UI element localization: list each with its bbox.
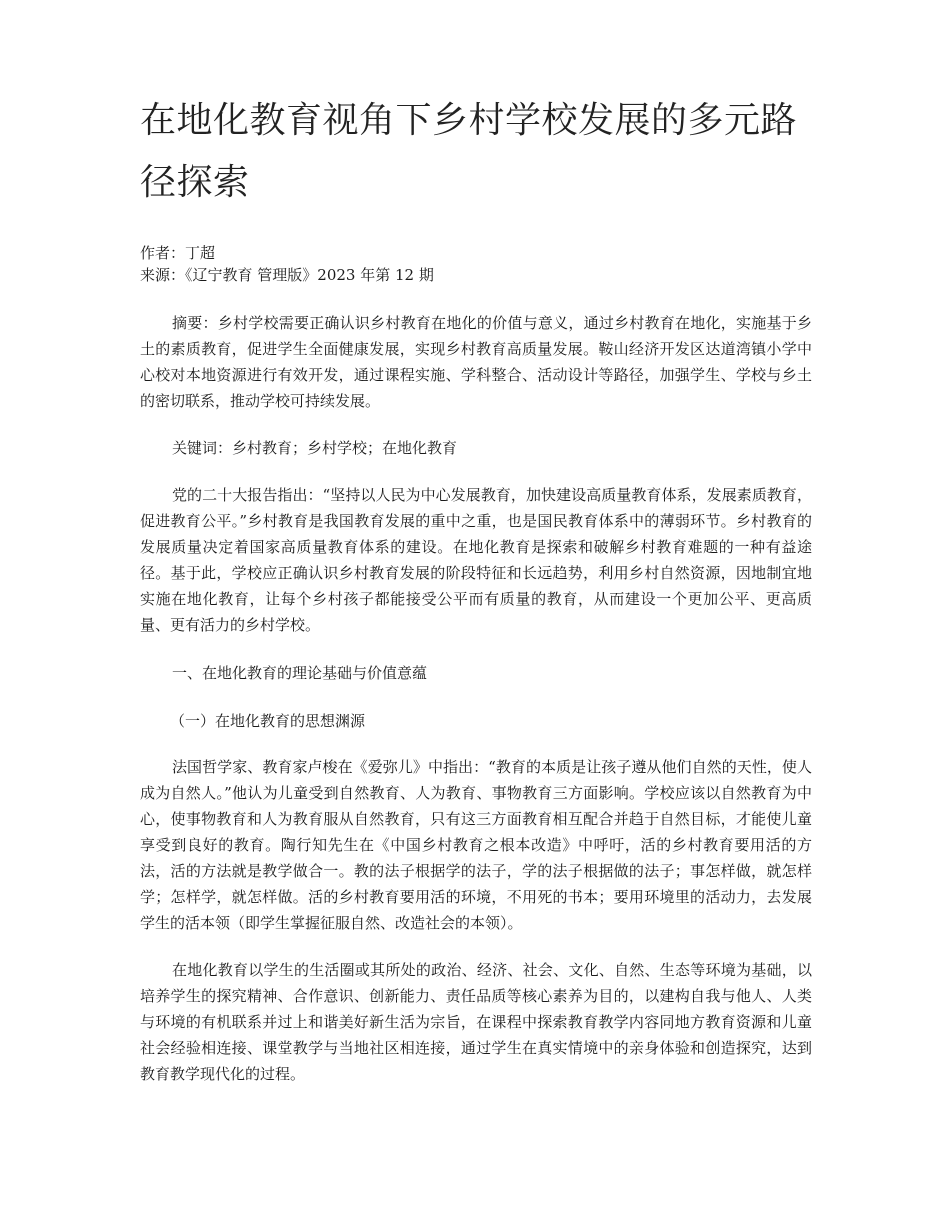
section-heading-1: 一、在地化教育的理论基础与价值意蕴 <box>172 664 428 682</box>
keywords-paragraph: 关键词：乡村教育；乡村学校；在地化教育 <box>172 439 458 457</box>
body-paragraph-3: 在地化教育以学生的生活圈或其所处的政治、经济、社会、文化、自然、生态等环境为基础，以培养学生的探究精神、合作意识、创新能力、责任品质等核心素养为目的，以建构自我与他人、人类与环境的有机联系并过上和谐美好新生活为宗旨，在课程中探索教育教学内容同地方教育资源和儿童社会经验相连接、课堂教学与当地社区相连接，通过学生在真实情境中的亲身体验和创造探究，达到教育教学现代化的过程。 <box>140 961 812 1083</box>
article-meta <box>140 242 812 286</box>
article-page <box>140 90 812 1087</box>
author-line: 作者：丁超 <box>140 244 216 262</box>
subsection-heading-1-1: （一）在地化教育的思想渊源 <box>170 712 366 730</box>
article-title: 在地化教育视角下乡村学校发展的多元路径探索 <box>140 100 798 203</box>
body-paragraph-1: 党的二十大报告指出：“坚持以人民为中心发展教育，加快建设高质量教育体系，发展素质教育，促进教育公平。”乡村教育是我国教育发展的重中之重，也是国民教育体系中的薄弱环节。乡村教育的发展质量决定着国家高质量教育体系的建设。在地化教育是探索和破解乡村教育难题的一种有益途径。基于此，学校应正确认识乡村教育发展的阶段特征和长远趋势，利用乡村自然资源，因地制宜地实施在地化教育，让每个乡村孩子都能接受公平而有质量的教育，从而建设一个更加公平、更高质量、更有活力的乡村学校。 <box>140 486 812 634</box>
source-line: 来源：《辽宁教育 管理版》2023 年第 12 期 <box>140 266 434 284</box>
abstract-paragraph: 摘要：乡村学校需要正确认识乡村教育在地化的价值与意义，通过乡村教育在地化，实施基于乡土的素质教育，促进学生全面健康发展，实现乡村教育高质量发展。鞍山经济开发区达道湾镇小学中心校对本地资源进行有效开发，通过课程实施、学科整合、活动设计等路径，加强学生、学校与乡土的密切联系，推动学校可持续发展。 <box>140 314 812 410</box>
body-paragraph-2: 法国哲学家、教育家卢梭在《爱弥儿》中指出：“教育的本质是让孩子遵从他们自然的天性，使人成为自然人。”他认为儿童受到自然教育、人为教育、事物教育三方面影响。学校应该以自然教育为中心，使事物教育和人为教育服从自然教育，只有这三方面教育相互配合并趋于自然目标，才能使儿童享受到良好的教育。陶行知先生在《中国乡村教育之根本改造》中呼吁，活的乡村教育要用活的方法，活的方法就是教学做合一。教的法子根据学的法子，学的法子根据做的法子；事怎样做，就怎样学；怎样学，就怎样做。活的乡村教育要用活的环境，不用死的书本；要用环境里的活动力，去发展学生的活本领（即学生掌握征服自然、改造社会的本领）。 <box>140 758 812 932</box>
